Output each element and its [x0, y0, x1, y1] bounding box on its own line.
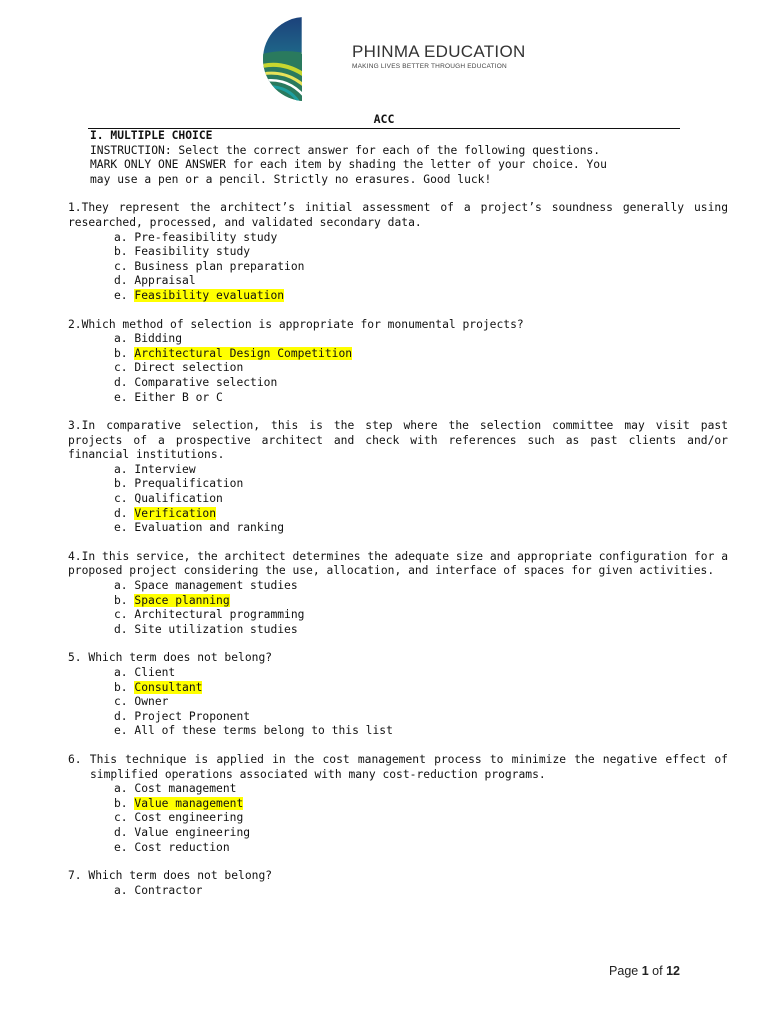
answer-option[interactable] — [114, 231, 728, 246]
answer-option[interactable] — [114, 884, 728, 899]
option-letter: a. — [114, 666, 128, 679]
option-letter: d. — [114, 274, 128, 288]
option-list — [68, 666, 728, 739]
document-title: ACC — [373, 112, 395, 126]
option-text: Cost engineering — [134, 811, 244, 825]
question-stem: Which term does not belong? — [81, 651, 273, 665]
question-stem: In this service, the architect determines the adequate size and appropriate configuration for a proposed project considering the use, allocation, and interface of spaces for given activities. — [68, 549, 728, 578]
answer-option[interactable] — [114, 666, 728, 681]
option-list — [68, 884, 728, 899]
option-letter: c. — [114, 361, 128, 375]
option-text: Project Proponent — [134, 709, 251, 723]
page-label: Page — [609, 964, 639, 978]
question-number: 5. — [68, 651, 82, 665]
option-text: Cost reduction — [134, 840, 230, 854]
answer-option[interactable] — [114, 477, 728, 492]
option-letter: e. — [114, 390, 128, 404]
option-text: Cost management — [134, 782, 237, 796]
option-text: Bidding — [134, 332, 183, 346]
option-letter: a. — [114, 579, 128, 593]
question-text — [68, 753, 728, 782]
question-number: 2. — [68, 317, 82, 331]
phinma-logo-icon — [262, 14, 348, 104]
option-letter: c. — [114, 695, 128, 709]
page-current: 1 — [641, 964, 649, 978]
option-text: Contractor — [134, 883, 203, 897]
answer-option[interactable] — [114, 347, 728, 362]
question-number: 3. — [68, 419, 82, 433]
brand-block — [352, 42, 526, 70]
highlighted-answer: Feasibility evaluation — [134, 288, 285, 302]
question-text — [68, 869, 728, 884]
option-letter: b. — [114, 346, 128, 360]
question-item — [68, 869, 728, 898]
option-letter: a. — [114, 883, 128, 897]
option-list — [68, 332, 728, 405]
answer-option[interactable] — [114, 274, 728, 289]
option-text: Site utilization studies — [134, 622, 298, 636]
page-footer — [609, 964, 680, 978]
question-text — [68, 318, 728, 333]
option-text: All of these terms belong to this list — [134, 724, 393, 738]
question-number: 7. — [68, 869, 82, 883]
option-text: Prequalification — [134, 477, 244, 491]
answer-option[interactable] — [114, 391, 728, 406]
brand-name: PHINMA EDUCATION — [352, 42, 526, 61]
option-text: Owner — [134, 695, 169, 709]
highlighted-answer: Consultant — [134, 680, 203, 694]
option-text: Evaluation and ranking — [134, 521, 285, 535]
option-letter: b. — [114, 477, 128, 491]
option-text: Business plan preparation — [134, 259, 305, 273]
answer-option[interactable] — [114, 579, 728, 594]
option-list — [68, 782, 728, 855]
answer-option[interactable] — [114, 782, 728, 797]
brand-tagline: MAKING LIVES BETTER THROUGH EDUCATION — [352, 63, 507, 70]
option-letter: c. — [114, 811, 128, 825]
option-list — [68, 231, 728, 304]
option-letter: e. — [114, 288, 128, 302]
option-text: Comparative selection — [134, 375, 278, 389]
option-letter: e. — [114, 724, 128, 738]
section-heading: I. MULTIPLE CHOICE — [90, 129, 213, 142]
option-text: Interview — [134, 462, 196, 476]
answer-option[interactable] — [114, 361, 728, 376]
option-text: Space management studies — [134, 579, 298, 593]
question-stem: In comparative selection, this is the step where the selection committee may visit past projects of a prospective architect and check with references such as past clients and/or financial institutions. — [68, 419, 728, 462]
page-total: 12 — [666, 964, 680, 978]
answer-option[interactable] — [114, 507, 728, 522]
highlighted-answer: Architectural Design Competition — [134, 346, 353, 360]
answer-option[interactable] — [114, 695, 728, 710]
question-item — [68, 318, 728, 406]
answer-option[interactable] — [114, 841, 728, 856]
question-text — [68, 550, 728, 579]
option-letter: b. — [114, 796, 128, 810]
option-letter: a. — [114, 230, 128, 244]
answer-option[interactable] — [114, 376, 728, 391]
option-letter: c. — [114, 608, 128, 622]
page-of: of — [652, 964, 663, 978]
option-letter: e. — [114, 521, 128, 535]
option-list — [68, 463, 728, 536]
highlighted-answer: Space planning — [134, 593, 230, 607]
option-list — [68, 579, 728, 637]
question-number: 6. — [68, 752, 82, 766]
question-number: 1. — [68, 201, 82, 215]
question-item — [68, 550, 728, 638]
option-text: Either B or C — [134, 390, 223, 404]
question-stem: They represent the architect’s initial assessment of a project’s soundness generally using researched, processed, and validated secondary data. — [68, 201, 728, 229]
question-item — [68, 753, 728, 855]
option-letter: d. — [114, 825, 128, 839]
answer-option[interactable] — [114, 724, 728, 739]
answer-option[interactable] — [114, 492, 728, 507]
option-letter: b. — [114, 593, 128, 607]
option-letter: c. — [114, 492, 128, 506]
option-text: Architectural programming — [134, 608, 305, 622]
question-list — [68, 201, 728, 898]
question-item — [68, 201, 728, 303]
question-item — [68, 651, 728, 739]
answer-option[interactable] — [114, 623, 728, 638]
option-letter: a. — [114, 462, 128, 476]
exam-content — [68, 129, 728, 898]
answer-option[interactable] — [114, 463, 728, 478]
answer-option[interactable] — [114, 245, 728, 260]
answer-option[interactable] — [114, 797, 728, 812]
option-letter: d. — [114, 375, 128, 389]
answer-option[interactable] — [114, 826, 728, 841]
highlighted-answer: Value management — [134, 796, 244, 810]
question-number: 4. — [68, 549, 82, 563]
option-letter: b. — [114, 245, 128, 259]
answer-option[interactable] — [114, 710, 728, 725]
option-text: Value engineering — [134, 825, 251, 839]
option-letter: e. — [114, 840, 128, 854]
option-letter: d. — [114, 709, 128, 723]
question-text — [68, 201, 728, 230]
question-text — [68, 419, 728, 463]
question-stem: Which term does not belong? — [81, 869, 273, 883]
option-text: Pre-feasibility study — [134, 230, 278, 244]
question-stem: Which method of selection is appropriate for monumental projects? — [81, 317, 524, 331]
question-text — [68, 651, 728, 666]
answer-option[interactable] — [114, 811, 728, 826]
option-letter: c. — [114, 259, 128, 273]
option-letter: a. — [114, 332, 128, 346]
question-item — [68, 419, 728, 536]
option-letter: a. — [114, 782, 128, 796]
option-text: Client — [134, 666, 176, 679]
highlighted-answer: Verification — [134, 506, 217, 520]
answer-option[interactable] — [114, 594, 728, 609]
option-text: Direct selection — [134, 361, 244, 375]
option-text: Feasibility study — [134, 245, 251, 259]
option-letter: d. — [114, 622, 128, 636]
instruction-text: INSTRUCTION: Select the correct answer for each of the following questions. MARK ONLY ONE ANSWER for each item by shading the letter of your choice. You may use a pen or a pencil. Strictly no erasures. Good luck! — [90, 143, 607, 186]
answer-option[interactable] — [114, 521, 728, 536]
option-text: Appraisal — [134, 274, 196, 288]
option-letter: d. — [114, 506, 128, 520]
answer-option[interactable] — [114, 332, 728, 347]
answer-option[interactable] — [114, 681, 728, 696]
option-letter: b. — [114, 680, 128, 694]
answer-option[interactable] — [114, 289, 728, 304]
answer-option[interactable] — [114, 608, 728, 623]
answer-option[interactable] — [114, 260, 728, 275]
question-stem: This technique is applied in the cost management process to minimize the negative effect of simplified operations associated with many cost-reduction programs. — [81, 752, 728, 781]
option-text: Qualification — [134, 492, 223, 506]
